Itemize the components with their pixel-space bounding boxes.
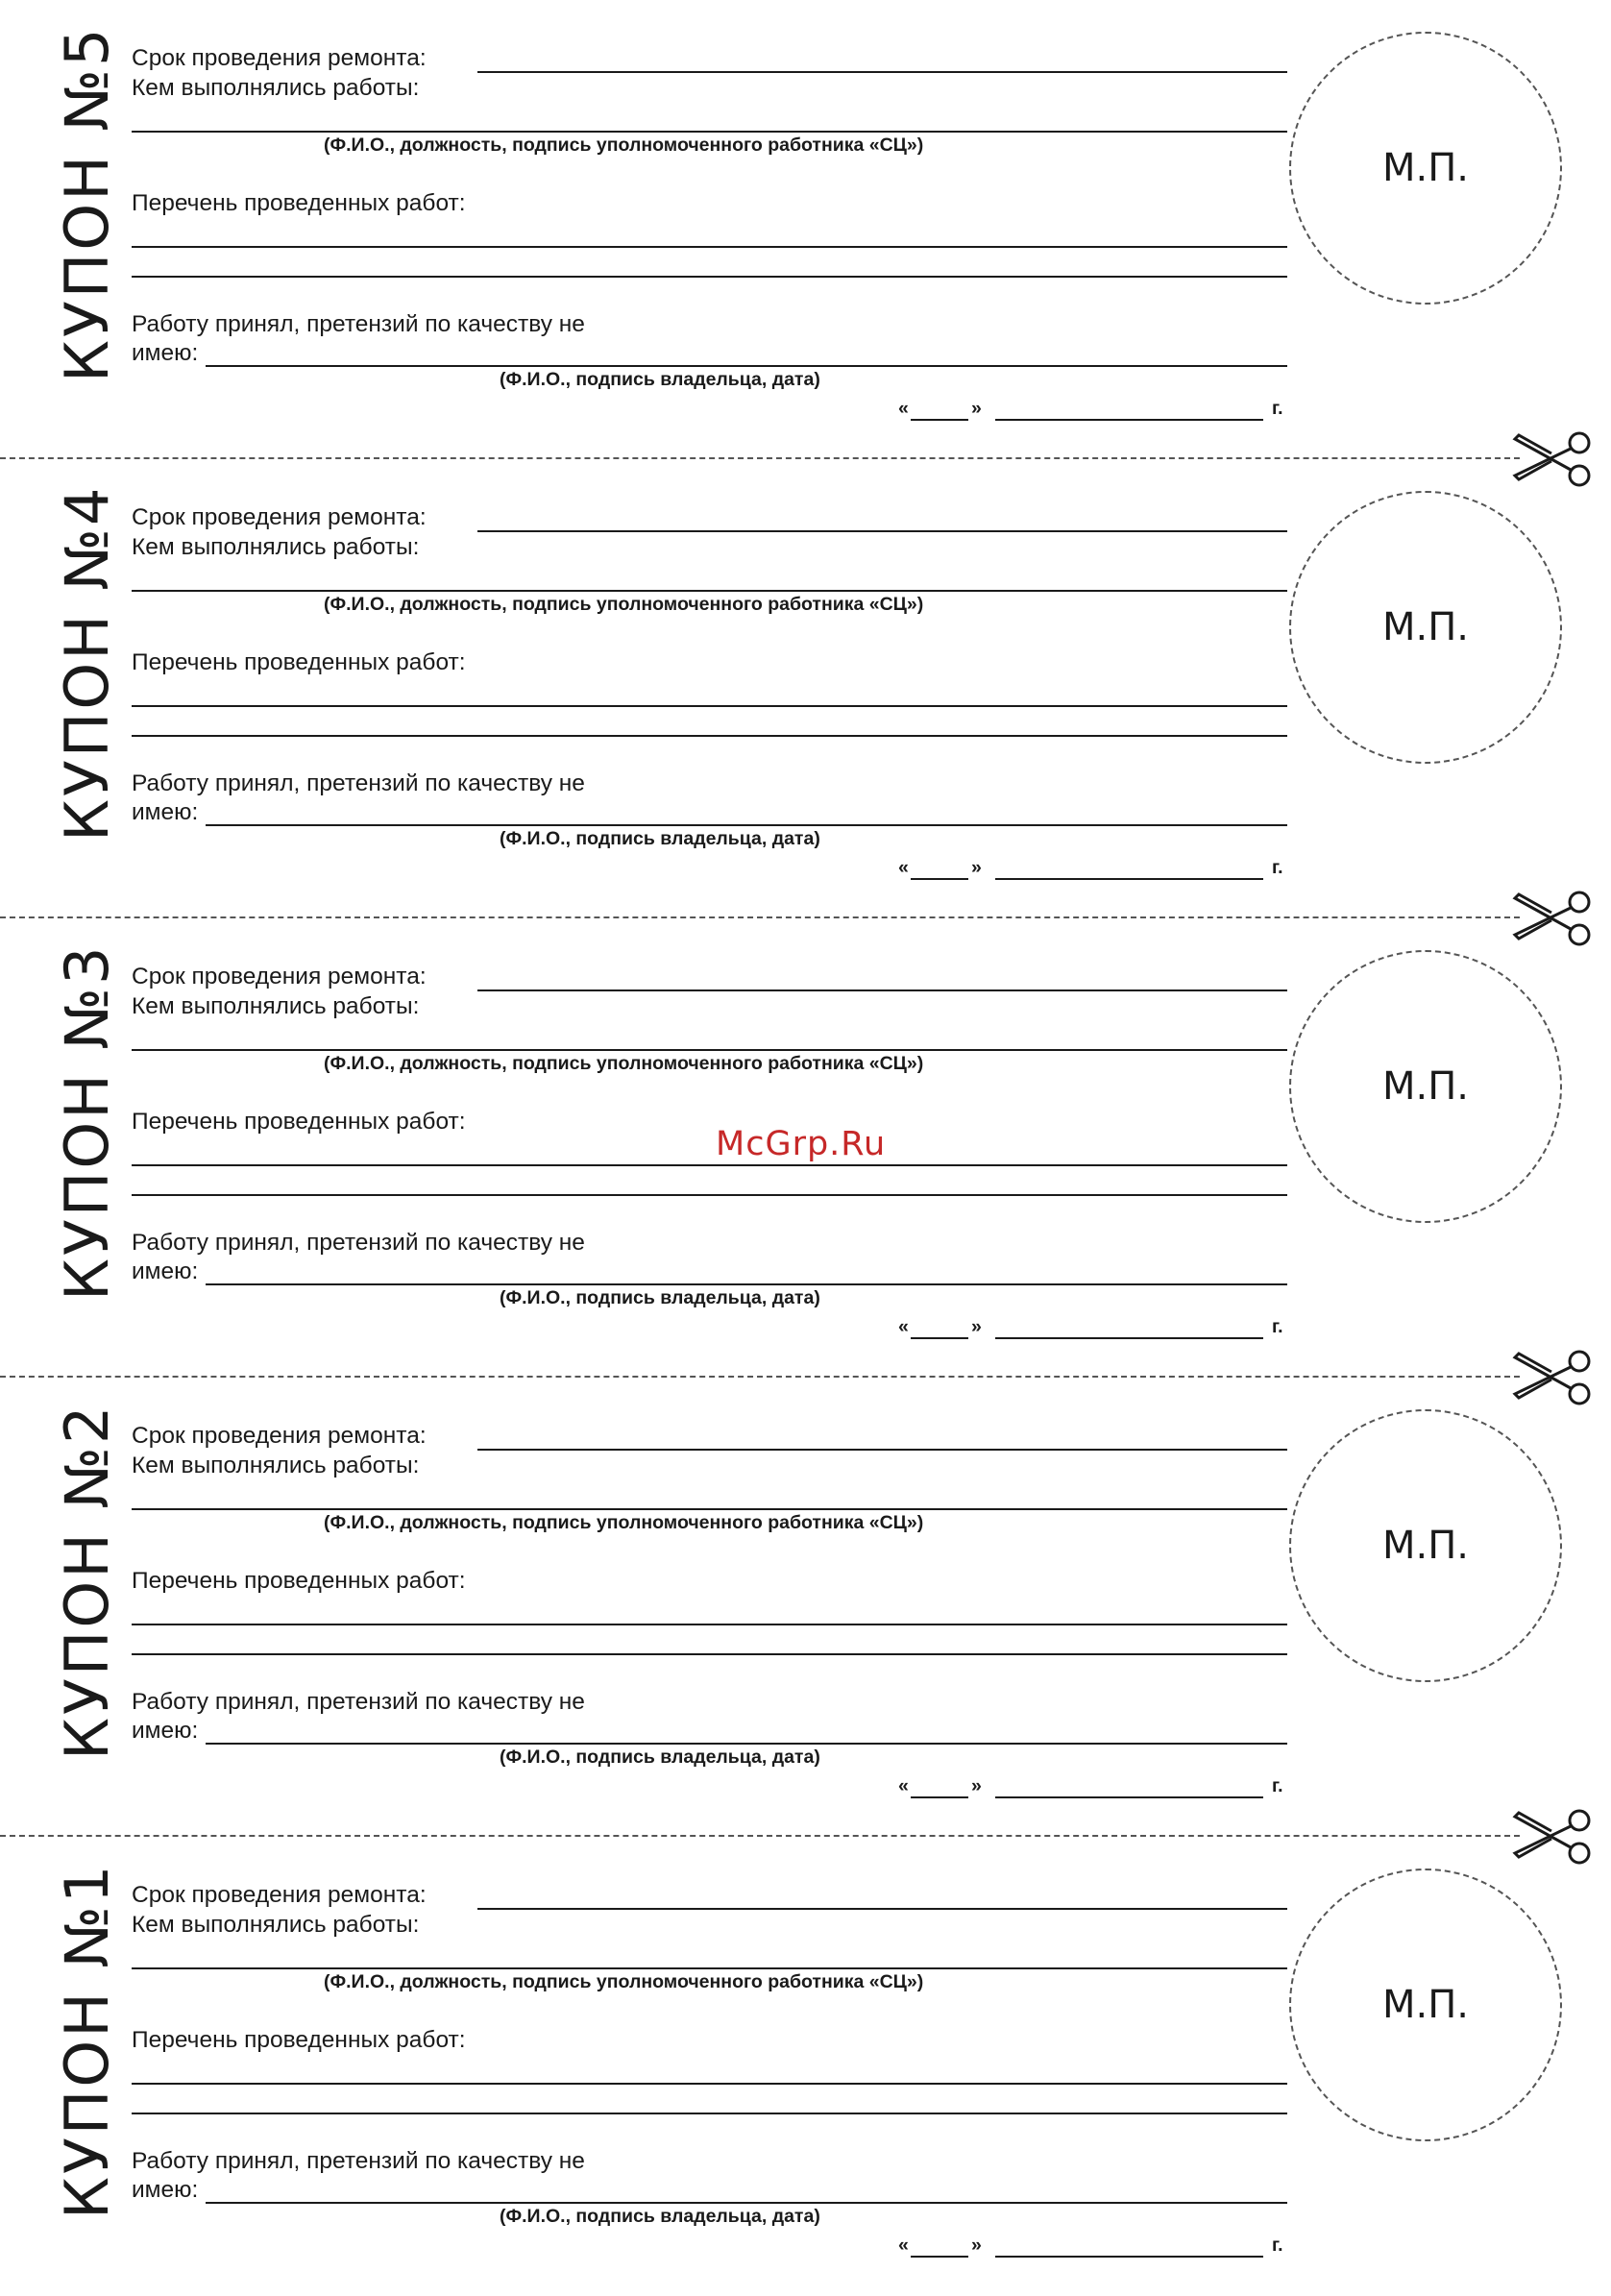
- repair-term-label: Срок проведения ремонта:: [132, 45, 427, 71]
- date-day-field[interactable]: [911, 419, 968, 421]
- works-list-label: Перечень проведенных работ:: [132, 2027, 466, 2053]
- repair-term-field[interactable]: [477, 1449, 1287, 1451]
- stamp-label: М.П.: [1381, 146, 1470, 190]
- date-month-field[interactable]: [995, 1337, 1263, 1339]
- coupon-title: КУПОН №2: [52, 1403, 122, 1760]
- coupon-title: КУПОН №4: [52, 484, 122, 842]
- performer-hint: (Ф.И.О., должность, подпись уполномоченного работника «СЦ»): [324, 1971, 924, 1992]
- stamp-circle: [1289, 1409, 1562, 1682]
- works-list-label: Перечень проведенных работ:: [132, 1568, 466, 1594]
- stamp-label: М.П.: [1381, 1064, 1470, 1109]
- accepted-label-line2: имею:: [132, 1718, 199, 1744]
- cut-line: [0, 1835, 1520, 1837]
- accepted-label-line1: Работу принял, претензий по качеству не: [132, 1230, 585, 1256]
- date-close-quote: »: [971, 857, 982, 878]
- year-suffix: г.: [1272, 1775, 1283, 1796]
- date-month-field[interactable]: [995, 419, 1263, 421]
- works-list-label: Перечень проведенных работ:: [132, 1109, 466, 1135]
- repair-term-label: Срок проведения ремонта:: [132, 1423, 427, 1449]
- performer-hint: (Ф.И.О., должность, подпись уполномоченного работника «СЦ»): [324, 134, 924, 156]
- owner-hint: (Ф.И.О., подпись владельца, дата): [500, 369, 820, 390]
- works-list-label: Перечень проведенных работ:: [132, 649, 466, 675]
- coupon-title: КУПОН №3: [52, 943, 122, 1301]
- works-list-field-1[interactable]: [132, 246, 1287, 248]
- repair-term-label: Срок проведения ремонта:: [132, 964, 427, 989]
- performed-by-field[interactable]: [132, 1508, 1287, 1510]
- accepted-label-line2: имею:: [132, 340, 199, 366]
- date-close-quote: »: [971, 398, 982, 419]
- stamp-circle: [1289, 32, 1562, 305]
- coupon-title: КУПОН №5: [52, 25, 122, 382]
- coupon-2: [0, 1378, 1611, 1837]
- coupon-5: [0, 0, 1611, 459]
- owner-hint: (Ф.И.О., подпись владельца, дата): [500, 828, 820, 849]
- year-suffix: г.: [1272, 857, 1283, 878]
- accepted-label-line2: имею:: [132, 2177, 199, 2203]
- accepted-label-line1: Работу принял, претензий по качеству не: [132, 1689, 585, 1715]
- repair-term-field[interactable]: [477, 71, 1287, 73]
- date-month-field[interactable]: [995, 1796, 1263, 1798]
- accepted-label-line1: Работу принял, претензий по качеству не: [132, 770, 585, 796]
- date-close-quote: »: [971, 2235, 982, 2256]
- coupon-title: КУПОН №1: [52, 1862, 122, 2219]
- date-open-quote: «: [898, 2235, 909, 2256]
- repair-term-label: Срок проведения ремонта:: [132, 504, 427, 530]
- works-list-field-2[interactable]: [132, 276, 1287, 278]
- date-close-quote: »: [971, 1775, 982, 1796]
- works-list-field-1[interactable]: [132, 1624, 1287, 1625]
- date-day-field[interactable]: [911, 2256, 968, 2258]
- repair-term-field[interactable]: [477, 989, 1287, 991]
- accepted-label-line2: имею:: [132, 799, 199, 825]
- stamp-label: М.П.: [1381, 1983, 1470, 2027]
- accepted-label-line1: Работу принял, претензий по качеству не: [132, 2148, 585, 2174]
- stamp-circle: [1289, 1869, 1562, 2141]
- works-list-field-2[interactable]: [132, 2113, 1287, 2114]
- scissors-icon: [1511, 429, 1594, 489]
- performed-by-label: Кем выполнялись работы:: [132, 534, 420, 560]
- performer-hint: (Ф.И.О., должность, подпись уполномоченного работника «СЦ»): [324, 1512, 924, 1533]
- works-list-field-1[interactable]: [132, 2083, 1287, 2085]
- accepted-label-line1: Работу принял, претензий по качеству не: [132, 311, 585, 337]
- date-month-field[interactable]: [995, 2256, 1263, 2258]
- year-suffix: г.: [1272, 1316, 1283, 1337]
- works-list-field-1[interactable]: [132, 705, 1287, 707]
- owner-signature-field[interactable]: [206, 824, 1287, 826]
- performer-hint: (Ф.И.О., должность, подпись уполномоченного работника «СЦ»): [324, 1053, 924, 1074]
- date-close-quote: »: [971, 1316, 982, 1337]
- owner-signature-field[interactable]: [206, 365, 1287, 367]
- performer-hint: (Ф.И.О., должность, подпись уполномоченного работника «СЦ»): [324, 594, 924, 615]
- date-day-field[interactable]: [911, 1796, 968, 1798]
- owner-hint: (Ф.И.О., подпись владельца, дата): [500, 2206, 820, 2227]
- year-suffix: г.: [1272, 398, 1283, 419]
- scissors-icon: [1511, 1348, 1594, 1407]
- repair-term-label: Срок проведения ремонта:: [132, 1882, 427, 1908]
- stamp-circle: [1289, 491, 1562, 764]
- works-list-field-2[interactable]: [132, 735, 1287, 737]
- owner-hint: (Ф.И.О., подпись владельца, дата): [500, 1287, 820, 1308]
- date-month-field[interactable]: [995, 878, 1263, 880]
- performed-by-field[interactable]: [132, 1967, 1287, 1969]
- owner-signature-field[interactable]: [206, 1743, 1287, 1745]
- stamp-label: М.П.: [1381, 605, 1470, 649]
- performed-by-field[interactable]: [132, 131, 1287, 133]
- performed-by-label: Кем выполнялись работы:: [132, 75, 420, 101]
- works-list-label: Перечень проведенных работ:: [132, 190, 466, 216]
- owner-hint: (Ф.И.О., подпись владельца, дата): [500, 1746, 820, 1768]
- works-list-field-2[interactable]: [132, 1653, 1287, 1655]
- works-list-field-2[interactable]: [132, 1194, 1287, 1196]
- cut-line: [0, 457, 1520, 459]
- stamp-label: М.П.: [1381, 1524, 1470, 1568]
- cut-line: [0, 1376, 1520, 1378]
- date-open-quote: «: [898, 1316, 909, 1337]
- performed-by-label: Кем выполнялись работы:: [132, 993, 420, 1019]
- coupon-4: [0, 459, 1611, 918]
- date-open-quote: «: [898, 857, 909, 878]
- scissors-icon: [1511, 1807, 1594, 1867]
- stamp-circle: [1289, 950, 1562, 1223]
- scissors-icon: [1511, 889, 1594, 948]
- performed-by-label: Кем выполнялись работы:: [132, 1912, 420, 1938]
- year-suffix: г.: [1272, 2235, 1283, 2256]
- date-day-field[interactable]: [911, 878, 968, 880]
- cut-line: [0, 916, 1520, 918]
- performed-by-field[interactable]: [132, 1049, 1287, 1051]
- accepted-label-line2: имею:: [132, 1258, 199, 1284]
- date-open-quote: «: [898, 1775, 909, 1796]
- performed-by-field[interactable]: [132, 590, 1287, 592]
- coupon-1: [0, 1837, 1611, 2296]
- repair-term-field[interactable]: [477, 530, 1287, 532]
- works-list-field-1[interactable]: [132, 1164, 1287, 1166]
- date-day-field[interactable]: [911, 1337, 968, 1339]
- owner-signature-field[interactable]: [206, 2202, 1287, 2204]
- owner-signature-field[interactable]: [206, 1283, 1287, 1285]
- watermark: McGrp.Ru: [716, 1125, 887, 1163]
- date-open-quote: «: [898, 398, 909, 419]
- repair-term-field[interactable]: [477, 1908, 1287, 1910]
- performed-by-label: Кем выполнялись работы:: [132, 1453, 420, 1478]
